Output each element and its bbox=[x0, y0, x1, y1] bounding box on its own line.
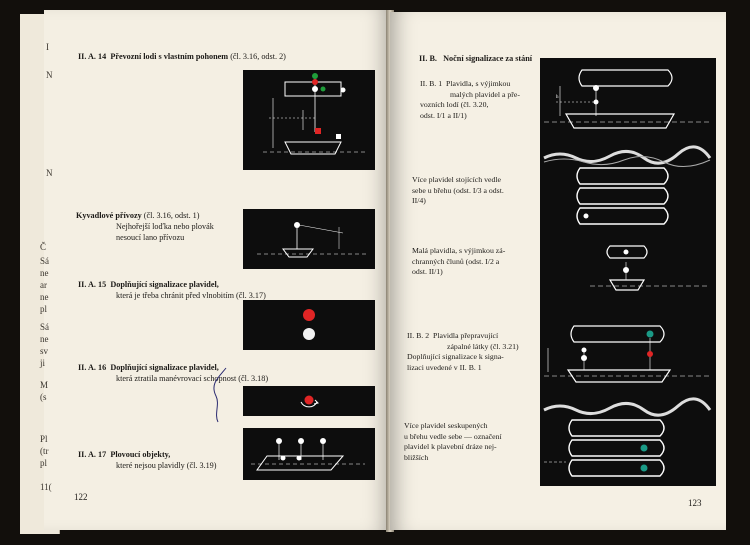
pen-mark bbox=[204, 366, 234, 426]
under-fragment: N bbox=[46, 168, 53, 178]
block-line: bližších bbox=[404, 452, 429, 462]
block-grouped-vessels bbox=[404, 421, 502, 463]
block-line: sebe u břehu (odst. I/3 a odst. bbox=[412, 185, 504, 195]
section-title: Doplňující signalizace plavidel, bbox=[110, 280, 219, 289]
diagram-b1 bbox=[544, 70, 710, 128]
section-code: II. A. 15 bbox=[78, 280, 107, 289]
block-line: odst. I/1 a II/1) bbox=[420, 110, 467, 120]
page-number-right: 123 bbox=[688, 498, 702, 508]
block-line: II/4) bbox=[412, 196, 426, 206]
under-fragment: ne bbox=[40, 334, 49, 344]
block-line: malých plavidel a pře- bbox=[450, 89, 520, 99]
block-line: Více plavidel seskupených bbox=[404, 421, 488, 430]
section-code: II. A. 17 bbox=[78, 450, 107, 459]
under-fragment: ar bbox=[40, 280, 47, 290]
diagram-floating-objects bbox=[243, 428, 375, 480]
under-fragment: pl bbox=[40, 458, 48, 468]
block-code: II. B. 2 bbox=[407, 331, 430, 340]
section-desc: která je třeba chránit před vlnobitím (čl. 3.17) bbox=[116, 291, 266, 301]
heading-title: Noční signalizace za stání bbox=[443, 54, 533, 63]
block-line: Doplňující signalizace k signa- bbox=[407, 352, 504, 362]
block-line: Plavidla přepravující bbox=[433, 331, 499, 340]
under-fragment: I bbox=[46, 42, 49, 52]
section-title: Kyvadlové přívozy bbox=[76, 211, 142, 220]
svg-text:h: h bbox=[556, 95, 559, 100]
under-fragment: Pl bbox=[40, 434, 48, 444]
section-a16 bbox=[78, 362, 268, 384]
under-fragment: Sá bbox=[40, 322, 49, 332]
section-a14-heading bbox=[78, 51, 286, 62]
block-line: Více plavidel stojících vedle bbox=[412, 175, 501, 184]
block-small-vessels bbox=[412, 246, 505, 278]
block-line: u břehu vedle sebe — označení bbox=[404, 431, 502, 441]
under-fragment: Sá bbox=[40, 256, 49, 266]
under-fragment: Č bbox=[40, 242, 47, 252]
section-desc: nesoucí lano přívozu bbox=[116, 233, 185, 243]
block-line: vozních lodí (čl. 3.20, bbox=[420, 100, 489, 110]
under-fragment: ji bbox=[40, 358, 46, 368]
heading-code: II. B. bbox=[419, 54, 437, 63]
page-number-left: 122 bbox=[74, 492, 88, 502]
section-title: Převozní lodi s vlastním pohonem bbox=[110, 52, 229, 61]
block-b2 bbox=[407, 331, 519, 373]
under-fragment: N bbox=[46, 70, 53, 80]
section-a17 bbox=[78, 449, 217, 471]
block-line: chranných člunů (odst. I/2 a bbox=[412, 256, 500, 266]
block-line: zápalné látky (čl. 3.21) bbox=[447, 341, 519, 351]
block-b1 bbox=[420, 79, 536, 121]
under-fragment: M bbox=[40, 380, 49, 390]
block-line: Plavidla, s výjimkou bbox=[446, 79, 511, 88]
under-fragment: (tr bbox=[40, 446, 49, 456]
section-shuttle-ferries bbox=[76, 210, 214, 243]
under-fragment: (s bbox=[40, 392, 47, 402]
under-fragment: sv bbox=[40, 346, 49, 356]
section-a15 bbox=[78, 279, 266, 301]
block-line: lizaci uvedené v II. B. 1 bbox=[407, 362, 482, 372]
section-desc: která ztratila manévrovací schopnost (čl. 3.18) bbox=[116, 374, 269, 384]
under-fragment: ne bbox=[40, 292, 49, 302]
section-title: Doplňující signalizace plavidel, bbox=[110, 363, 219, 372]
section-ref: (čl. 3.16, odst. 2) bbox=[230, 52, 286, 61]
block-moored-side-by-side bbox=[412, 175, 504, 207]
section-code: II. A. 14 bbox=[78, 52, 107, 61]
block-line: odst. II/1) bbox=[412, 267, 443, 277]
block-code: II. B. 1 bbox=[420, 79, 443, 88]
diagram-shuttle-ferry bbox=[243, 209, 375, 269]
section-desc: Nejhořejší loďka nebo plovák bbox=[116, 222, 214, 232]
section-ref: (čl. 3.16, odst. 1) bbox=[143, 211, 200, 220]
diagram-ferry-own-propulsion bbox=[243, 70, 375, 170]
diagram-not-under-command bbox=[243, 386, 375, 416]
section-title: Plovoucí objekty, bbox=[110, 450, 171, 459]
under-fragment: 11( bbox=[40, 482, 52, 492]
night-signals-panel bbox=[540, 58, 716, 486]
section-code: II. A. 16 bbox=[78, 363, 107, 372]
section-desc: které nejsou plavidly (čl. 3.19) bbox=[116, 461, 217, 471]
block-line: Malá plavidla, s výjimkou zá- bbox=[412, 246, 506, 255]
under-fragment: ne bbox=[40, 268, 49, 278]
block-line: plavidel k plavební dráze nej- bbox=[404, 442, 497, 452]
under-fragment: pl bbox=[40, 304, 48, 314]
diagram-wave-protection bbox=[243, 300, 375, 350]
right-heading bbox=[419, 53, 532, 64]
